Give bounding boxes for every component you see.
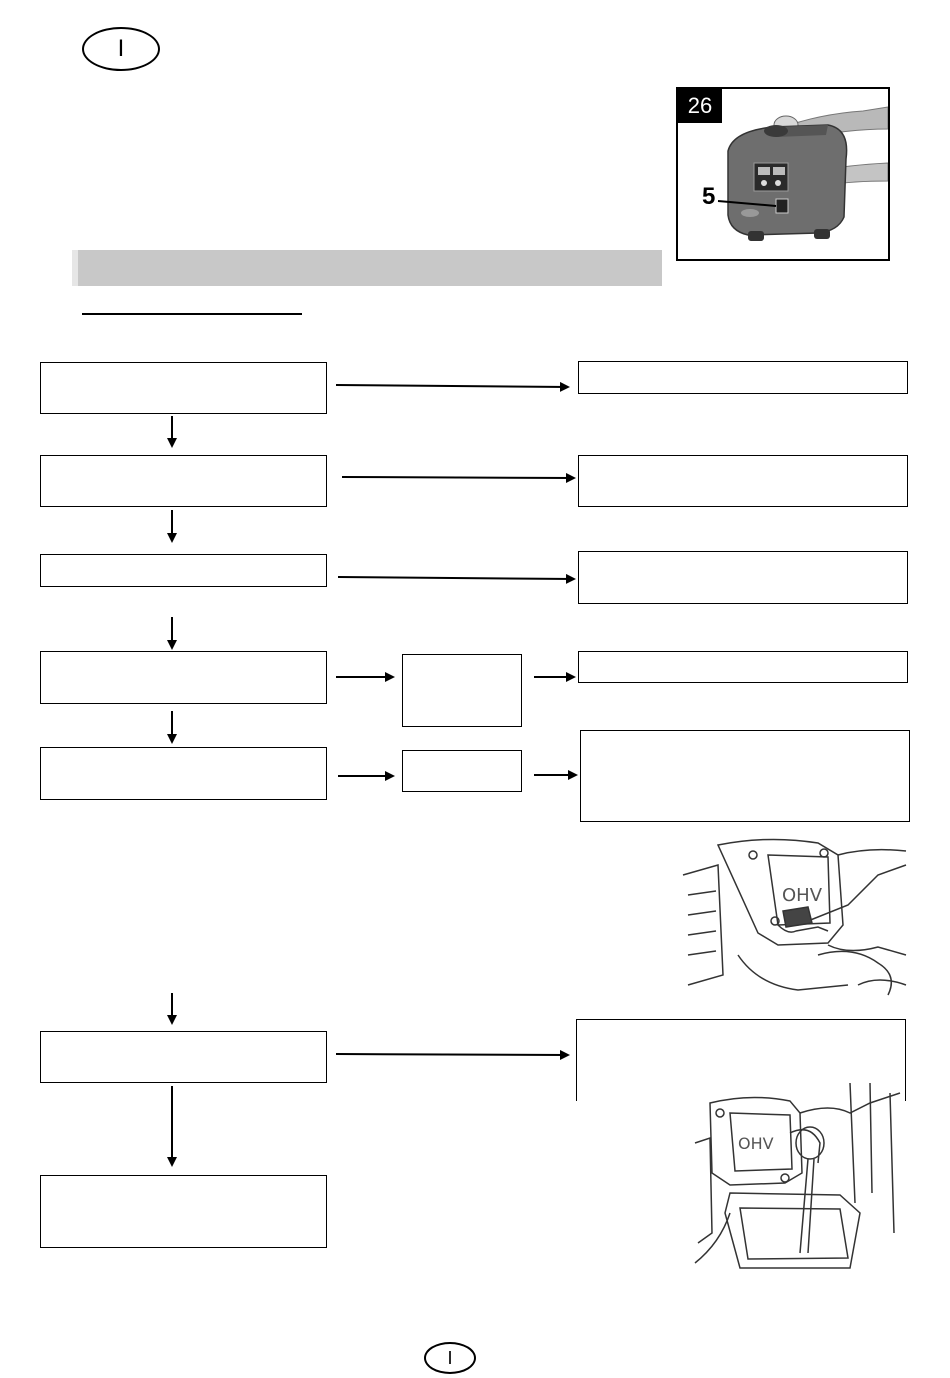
oil-drain-illustration (690, 1083, 910, 1273)
section-heading-bar (72, 250, 662, 286)
flow-step-5 (40, 747, 327, 800)
figure-26-number: 26 (687, 93, 713, 118)
oil-drain-figure (690, 1083, 910, 1273)
flow-step-3 (40, 554, 327, 587)
language-badge-bottom (424, 1342, 476, 1374)
figure-26 (676, 87, 890, 261)
flow-result-5 (580, 730, 910, 822)
subheading-underline (82, 313, 302, 315)
language-badge-bottom-label: I (447, 1347, 453, 1368)
flow-step-7 (40, 1175, 327, 1248)
arrow-right-3 (338, 577, 574, 579)
flow-step-6 (40, 1031, 327, 1083)
spark-plug-figure (678, 835, 908, 1000)
flow-check-2 (402, 750, 522, 792)
svg-text:OHV: OHV (738, 1134, 774, 1153)
arrow-right-2 (342, 477, 574, 478)
arrow-right-1 (336, 385, 568, 387)
spark-plug-illustration (678, 835, 908, 1000)
arrow-right-8 (336, 1054, 568, 1055)
flow-result-1 (578, 361, 908, 394)
language-badge-top (82, 27, 160, 71)
flow-result-3 (578, 551, 908, 604)
figure-26-callout: 5 (702, 183, 716, 210)
flow-step-1 (40, 362, 327, 414)
flow-check-1 (402, 654, 522, 727)
flow-result-4 (578, 651, 908, 683)
flow-result-2 (578, 455, 908, 507)
svg-text:OHV: OHV (782, 885, 823, 906)
figure-26-label (678, 89, 722, 123)
language-badge-top-label: I (117, 35, 125, 62)
flow-step-4 (40, 651, 327, 704)
flow-step-2 (40, 455, 327, 507)
